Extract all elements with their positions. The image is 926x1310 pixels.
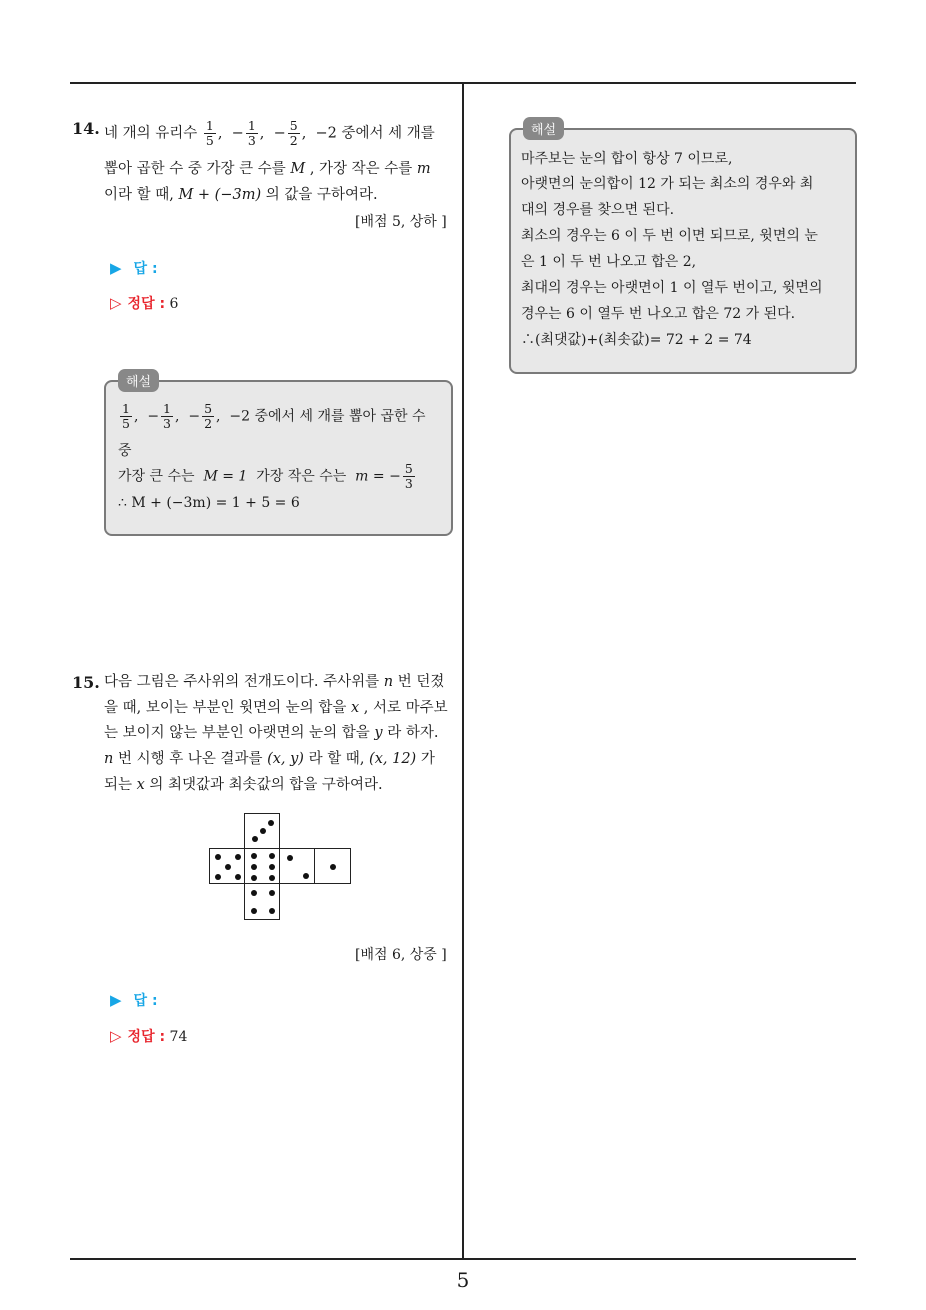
question-15-score: [배점 6, 상중 ] bbox=[355, 947, 447, 963]
question-15-correct-value: 74 bbox=[169, 1029, 188, 1045]
question-14-number: 14. bbox=[72, 119, 100, 138]
question-14-line-1: 네 개의 유리수 $\frac{1}{5}$ , − $\frac{1}{3}$ , − $\frac{5}{2}$ , −2 중에서 세 개를 bbox=[104, 118, 435, 148]
question-14-correct-value: 6 bbox=[169, 296, 179, 312]
solution-15-line: 대의 경우를 찾으면 된다. bbox=[521, 202, 675, 218]
fraction-one-third: $\frac{1}{3}$ bbox=[247, 118, 256, 148]
solution-14-line-4: ∴ M + (−3m) = 1 + 5 = 6 bbox=[118, 495, 300, 511]
die-face-left bbox=[209, 848, 245, 884]
play-triangle-icon: ▶ bbox=[110, 991, 122, 1009]
solution-14-tag: 해설 bbox=[118, 369, 159, 392]
question-15-line-5: 되는 x 의 최댓값과 최솟값의 합을 구하여라. bbox=[104, 777, 383, 793]
page-number: 5 bbox=[456, 1268, 470, 1292]
fraction-five-halves: $\frac{5}{2}$ bbox=[289, 118, 298, 148]
question-15-number: 15. bbox=[72, 673, 100, 692]
question-14-score: [배점 5, 상하 ] bbox=[355, 214, 447, 230]
solution-15-line: 마주보는 눈의 합이 항상 7 이므로, bbox=[521, 151, 733, 167]
question-15-answer-row: ▶ 답 : bbox=[110, 991, 158, 1009]
solution-14-line-1: $\frac{1}{5}$ , − $\frac{1}{3}$ , − $\frac{5}{2}$ , −2 중에서 세 개를 뽑아 곱한 수 bbox=[122, 401, 426, 431]
solution-15-line: 최대의 경우는 아랫면이 1 이 열두 번이고, 윗면의 bbox=[521, 280, 823, 296]
solution-15-line: ∴(최댓값)+(최솟값)= 72 + 2 = 74 bbox=[521, 332, 752, 348]
column-divider bbox=[462, 83, 464, 1259]
question-14-correct-row: ▷ 정답 : 6 bbox=[110, 294, 179, 312]
solution-15-line: 은 1 이 두 번 나오고 합은 2, bbox=[521, 254, 697, 270]
play-triangle-icon: ▶ bbox=[110, 259, 122, 277]
solution-14-line-3: 가장 큰 수는 M = 1 가장 작은 수는 m = − $\frac{5}{3}$ bbox=[118, 461, 413, 491]
die-face-far-right bbox=[314, 848, 351, 884]
solution-15-line: 아랫면의 눈의합이 12 가 되는 최소의 경우와 최 bbox=[521, 176, 814, 192]
die-face-right bbox=[279, 848, 315, 884]
question-14-line-2: 뽑아 곱한 수 중 가장 큰 수를 M , 가장 작은 수를 m bbox=[104, 161, 431, 177]
die-face-center bbox=[244, 848, 280, 884]
question-15-correct-row: ▷ 정답 : 74 bbox=[110, 1027, 188, 1045]
outline-triangle-icon: ▷ bbox=[110, 1027, 122, 1045]
solution-15-line: 경우는 6 이 열두 번 나오고 합은 72 가 된다. bbox=[521, 306, 796, 322]
question-15-line-1: 다음 그림은 주사위의 전개도이다. 주사위를 n 번 던졌 bbox=[104, 674, 445, 690]
question-15-line-4: n 번 시행 후 나온 결과를 (x, y) 라 할 때, (x, 12) 가 bbox=[104, 751, 435, 767]
solution-15-tag: 해설 bbox=[523, 117, 564, 140]
question-14-answer-row: ▶ 답 : bbox=[110, 259, 158, 277]
solution-15-line: 최소의 경우는 6 이 두 번 이면 되므로, 윗면의 눈 bbox=[521, 228, 818, 244]
question-15-line-3: 는 보이지 않는 부분인 아랫면의 눈의 합을 y 라 하자. bbox=[104, 725, 439, 741]
die-face-top bbox=[244, 813, 280, 849]
fraction-one-fifth: $\frac{1}{5}$ bbox=[205, 118, 214, 148]
question-15-line-2: 을 때, 보이는 부분인 윗면의 눈의 합을 x , 서로 마주보 bbox=[104, 700, 448, 716]
outline-triangle-icon: ▷ bbox=[110, 294, 122, 312]
question-14-line-3: 이라 할 때, M + (−3m) 의 값을 구하여라. bbox=[104, 187, 378, 203]
die-face-bottom bbox=[244, 883, 280, 920]
dice-net bbox=[209, 813, 351, 920]
solution-14-line-2: 중 bbox=[118, 443, 132, 459]
